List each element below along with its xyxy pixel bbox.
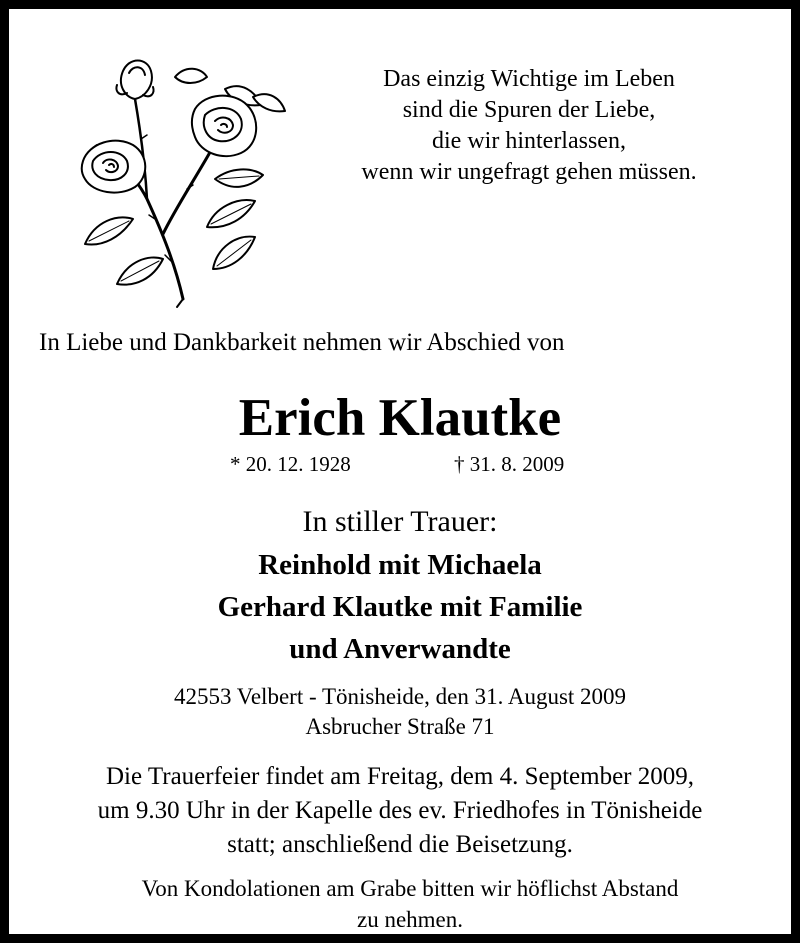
place-date-line: 42553 Velbert - Tönisheide, den 31. August 2009: [173, 684, 627, 709]
rose-icon: [55, 49, 295, 309]
ceremony-line: Die Trauerfeier findet am Freitag, dem 4. September 2009,: [105, 763, 695, 790]
quote-line: Das einzig Wichtige im Leben: [383, 66, 675, 92]
address-block: [9, 682, 791, 742]
mourning-heading: In stiller Trauer:: [302, 505, 498, 538]
condolence-line: zu nehmen.: [356, 907, 463, 932]
birth-date: * 20. 12. 1928: [230, 452, 351, 476]
mourner-line: Reinhold mit Michaela: [258, 549, 542, 581]
street-line: Asbrucher Straße 71: [305, 714, 495, 739]
ceremony-line: um 9.30 Uhr in der Kapelle des ev. Friedhofes in Tönisheide: [97, 797, 703, 824]
quote-line: die wir hinterlassen,: [432, 128, 626, 154]
quote-line: wenn wir ungefragt gehen müssen.: [361, 159, 697, 185]
memorial-quote: [309, 64, 749, 188]
condolence-line: Von Kondolationen am Grabe bitten wir höflichst Abstand: [141, 876, 679, 901]
quote-line: sind die Spuren der Liebe,: [402, 97, 656, 123]
farewell-intro: In Liebe und Dankbarkeit nehmen wir Abschied von: [39, 329, 565, 356]
deceased-name: Erich Klautke: [238, 389, 562, 447]
ceremony-info: [9, 760, 791, 862]
ceremony-line: statt; anschließend die Beisetzung.: [227, 831, 573, 858]
mourners-list: [9, 544, 791, 670]
condolence-note: [19, 873, 800, 935]
death-date: † 31. 8. 2009: [454, 452, 565, 476]
mourner-line: Gerhard Klautke mit Familie: [217, 591, 583, 623]
mourner-line: und Anverwandte: [289, 633, 511, 665]
